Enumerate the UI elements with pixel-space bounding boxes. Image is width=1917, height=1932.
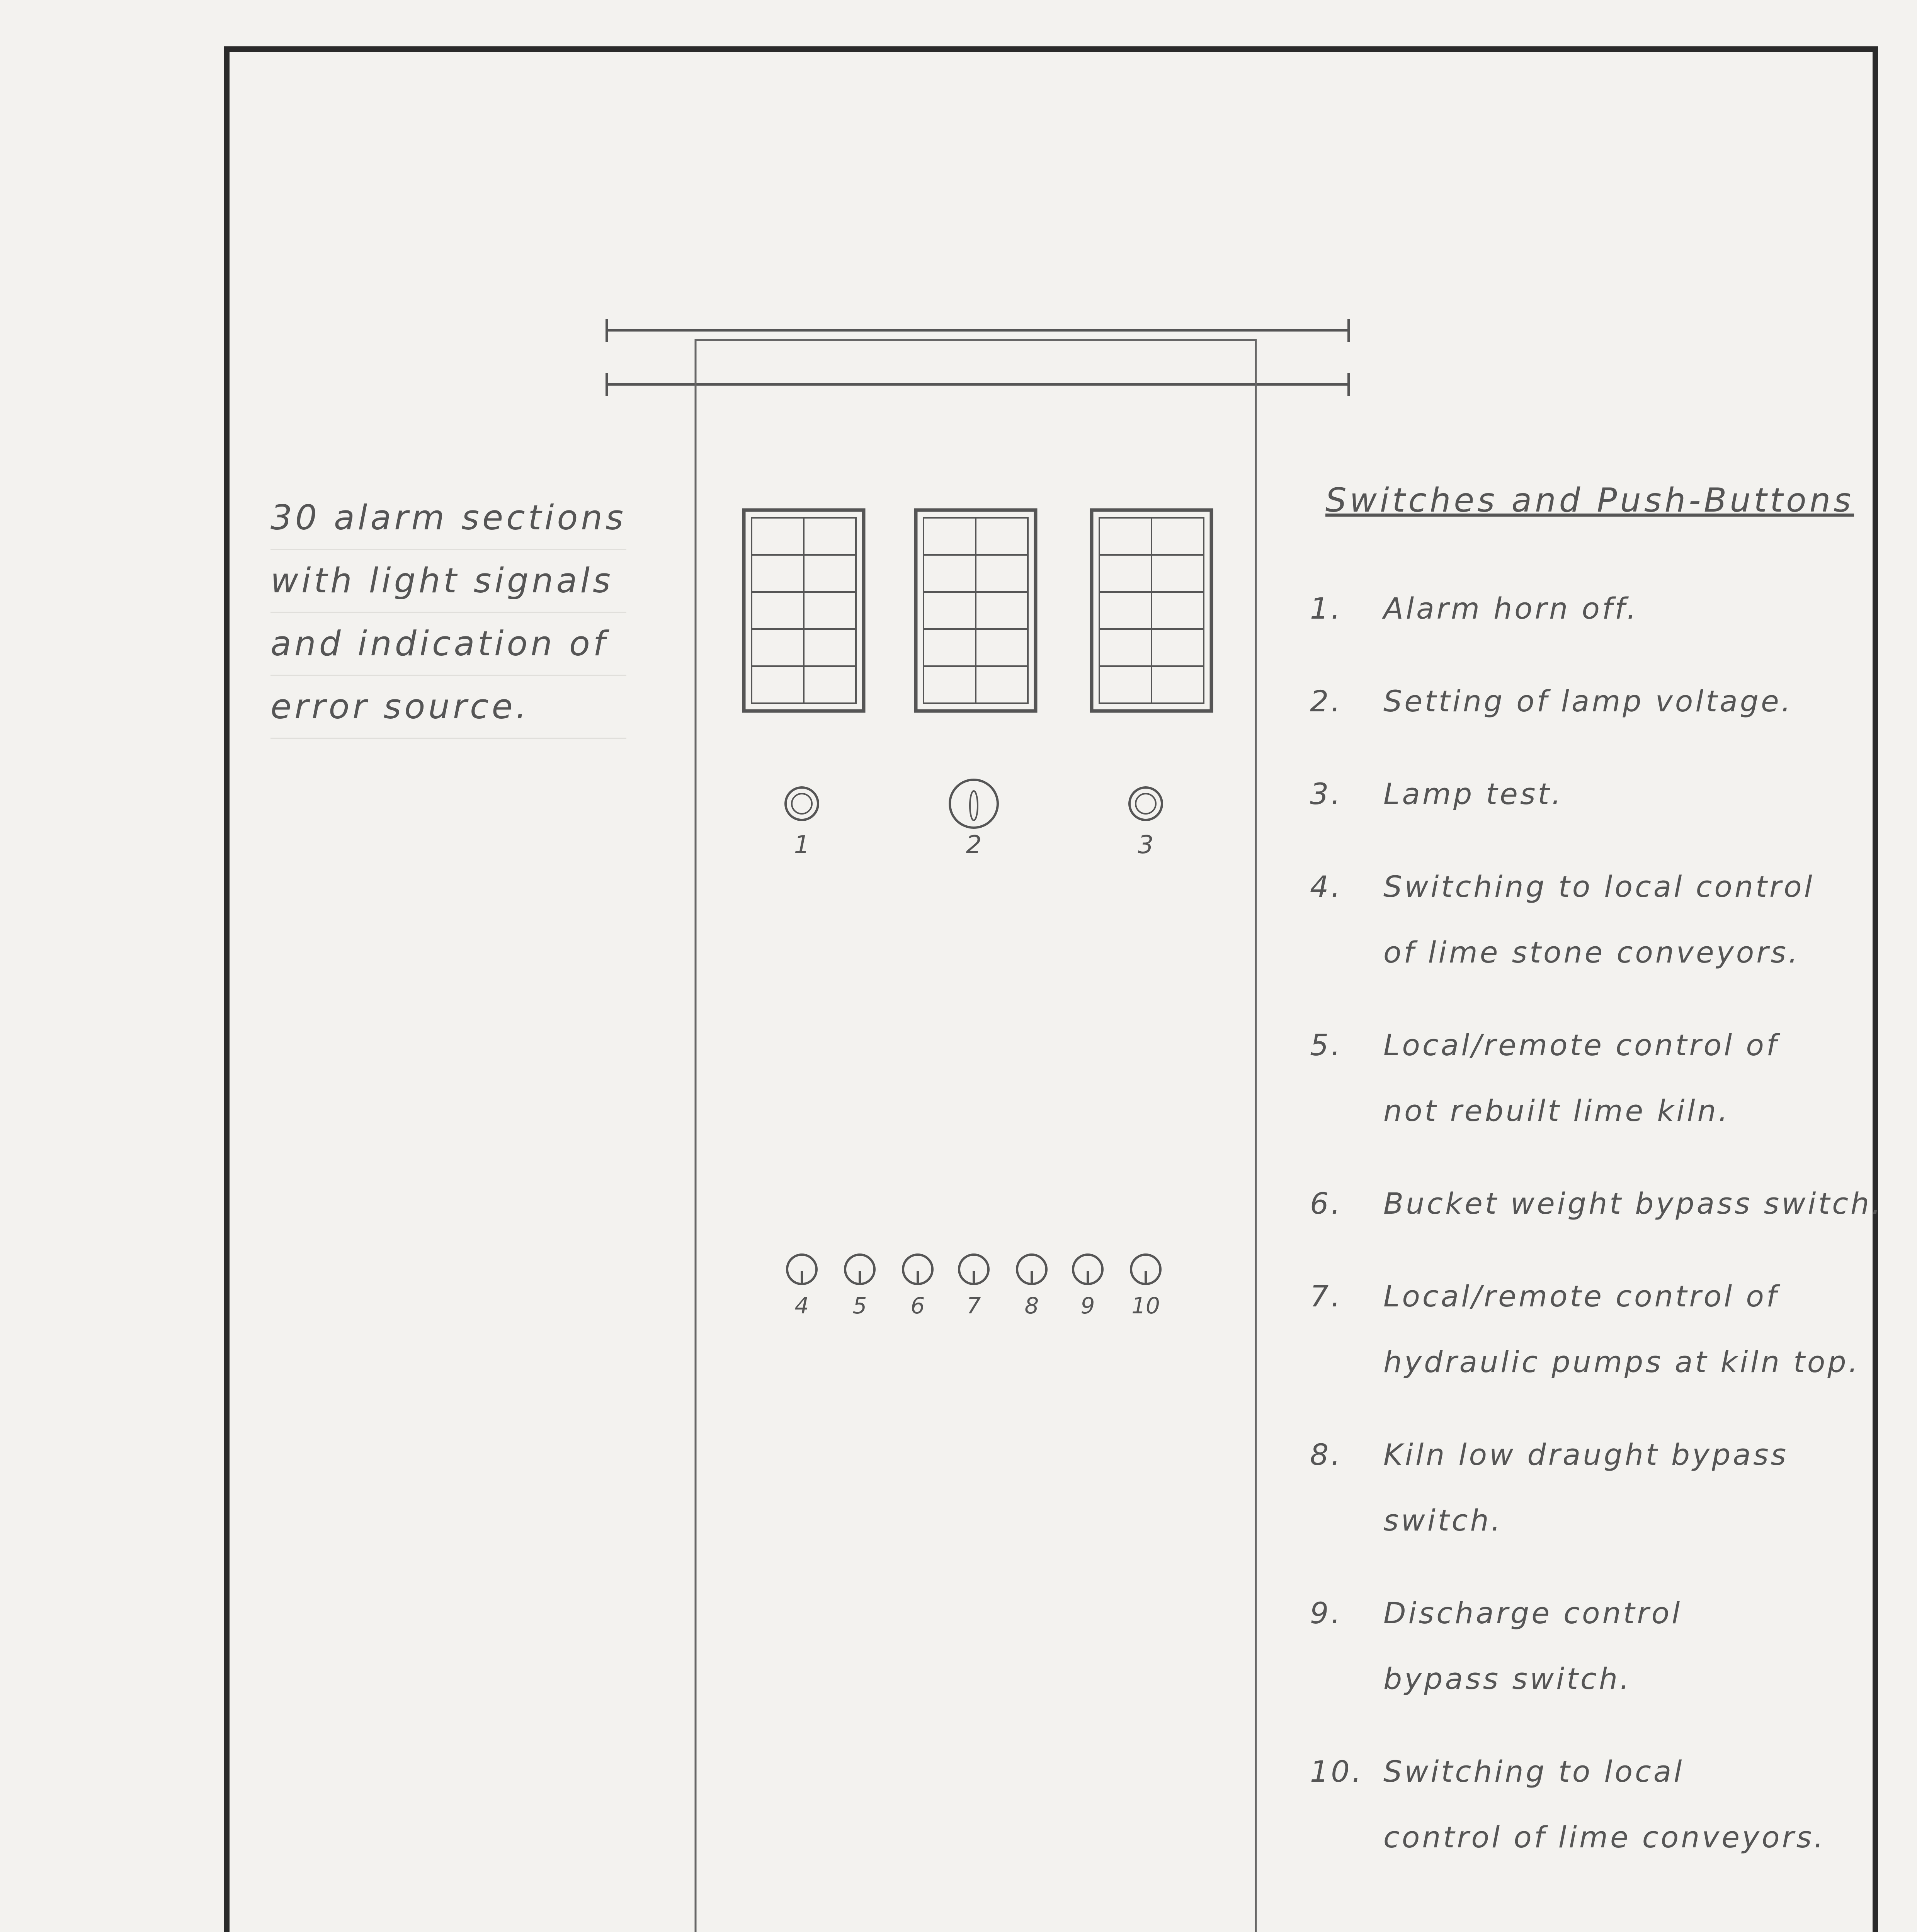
note-line: and indication of: [270, 613, 626, 676]
switch-9: [1073, 1255, 1102, 1284]
note-line: error source.: [270, 676, 626, 739]
legend-item: 10. Switching to local control of lime conveyors.: [1310, 1754, 1826, 1854]
legend-item: 4. Switching to local control of lime stone conveyors.: [1310, 869, 1815, 969]
push-button-1: [786, 787, 818, 820]
legend-item: 2. Setting of lamp voltage.: [1310, 684, 1793, 718]
legend-item: 6. Bucket weight bypass switch.: [1310, 1186, 1883, 1221]
switch-label-6: 6: [910, 1293, 925, 1319]
switch-5: [845, 1255, 874, 1284]
switch-6: [903, 1255, 932, 1284]
note-line: with light signals: [270, 550, 626, 613]
note-line: 30 alarm sections: [270, 487, 626, 550]
push-button-3: [1129, 787, 1162, 820]
switch-7: [959, 1255, 988, 1284]
switch-label-10: 10: [1131, 1293, 1160, 1319]
switch-label-5: 5: [852, 1293, 867, 1319]
legend-item: 1. Alarm horn off.: [1310, 591, 1639, 626]
legend-item: 3. Lamp test.: [1310, 777, 1563, 811]
switch-4: [787, 1255, 816, 1284]
button-label-1: 1: [794, 831, 810, 859]
legend-item: 7. Local/remote control of hydraulic pumps at kiln top.: [1310, 1279, 1860, 1379]
button-label-2: 2: [966, 831, 982, 859]
switch-label-7: 7: [966, 1293, 981, 1319]
alarm-window-3: [1092, 510, 1211, 711]
switch-8: [1017, 1255, 1046, 1284]
switch-10: [1131, 1255, 1160, 1284]
legend-item: 8. Kiln low draught bypass switch.: [1310, 1437, 1789, 1537]
alarm-window-2: [916, 510, 1036, 711]
legend-item: 5. Local/remote control of not rebuilt lime kiln.: [1310, 1028, 1779, 1128]
switch-label-9: 9: [1080, 1293, 1095, 1319]
legend-item: 9. Discharge control bypass switch.: [1310, 1596, 1682, 1696]
button-label-3: 3: [1138, 831, 1154, 859]
alarm-window-1: [744, 510, 864, 711]
alarm-sections-note: [270, 487, 626, 739]
switch-label-8: 8: [1024, 1293, 1039, 1319]
legend-title: Switches and Push-Buttons: [1325, 481, 1854, 520]
legend-list: [1310, 576, 1883, 1897]
switch-label-4: 4: [794, 1293, 809, 1319]
selector-knob-2: [950, 780, 998, 828]
